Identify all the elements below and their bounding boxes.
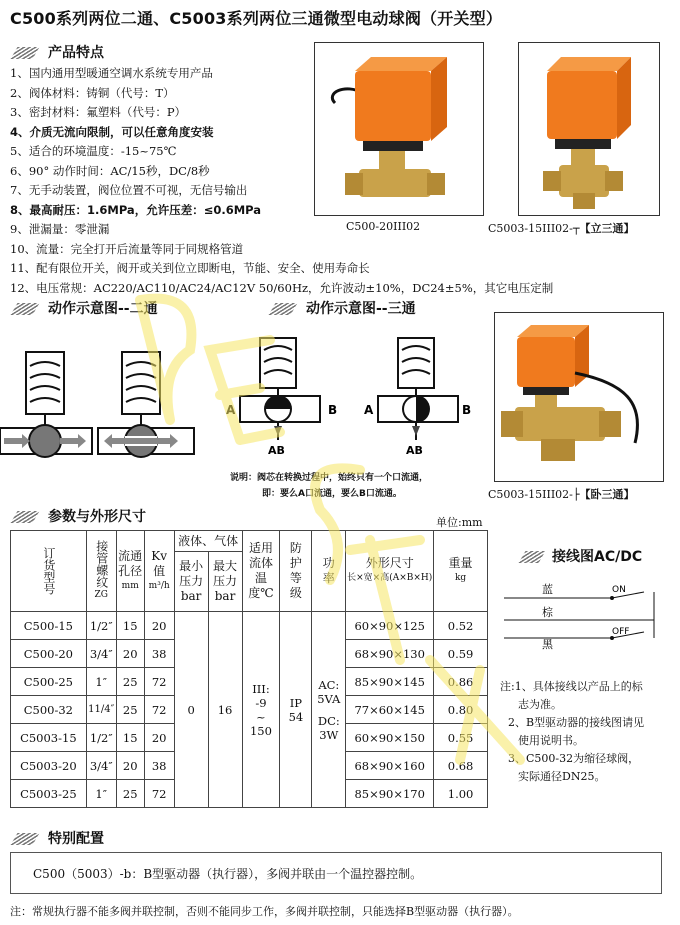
cell-model: C5003-25 (11, 780, 87, 808)
cell-thread: 3/4″ (86, 752, 116, 780)
feature-item: 8、最高耐压：1.6MPa，允许压差：≤0.6MPa (10, 202, 262, 217)
cell-dim: 85×90×145 (346, 668, 434, 696)
note-line: 使用说明书。 (518, 734, 584, 747)
note-line: 2、B型驱动器的接线图请见 (508, 716, 645, 729)
col-header-thread: 接管螺纹 ZG (86, 531, 116, 612)
feature-item: 2、阀体材料：铸铜（代号：T） (10, 85, 175, 100)
cell-weight: 0.52 (434, 612, 488, 640)
feature-item: 11、配有限位开关，阀开或关到位立即断电，节能、安全、使用寿命长 (10, 261, 370, 275)
section-special-heading: 特别配置 (14, 828, 104, 846)
cell-model: C500-32 (11, 696, 87, 724)
note-line: 3、C500-32为缩径球阀， (508, 752, 640, 765)
col-header-dim: 外形尺寸 长×宽×高(A×B×H) (346, 531, 434, 612)
cell-kv: 20 (144, 612, 174, 640)
section-marker-icon (11, 511, 40, 523)
diagram-note-line1: 说明：阀芯在转换过程中，始终只有一个口流通， (230, 473, 429, 483)
caption-model: C5003-15III02- (488, 488, 573, 501)
parameter-table (10, 530, 488, 808)
cell-thread: 1″ (86, 780, 116, 808)
cell-max-pressure: 16 (208, 612, 242, 808)
ball-valve-image (315, 43, 483, 215)
cell-dim: 68×90×130 (346, 640, 434, 668)
diagram-note-line2: 即：要么A口流通，要么B口流通。 (262, 489, 402, 499)
feature-item: 7、无手动装置，阀位位置不可视，无信号输出 (10, 183, 248, 197)
section-marker-icon (519, 551, 546, 563)
switch-on-label: ON (612, 585, 626, 595)
section-params-heading: 参数与外形尺寸 (14, 506, 146, 524)
table-row (11, 612, 488, 640)
cell-model: C500-25 (11, 668, 87, 696)
note-line: 实际通径DN25。 (518, 770, 606, 783)
wiring-diagram (504, 580, 674, 650)
cell-thread: 1″ (86, 668, 116, 696)
unit-label: 单位:mm (436, 516, 483, 529)
col-header-bore: 流通孔径 mm (116, 531, 144, 612)
feature-item: 10、流量：完全打开后流量等同于同规格管道 (10, 241, 244, 256)
section-features-heading: 产品特点 (14, 42, 104, 60)
cell-weight: 0.80 (434, 696, 488, 724)
cell-kv: 72 (144, 780, 174, 808)
cell-bore: 25 (116, 696, 144, 724)
cell-power: AC: 5VA DC: 3W (312, 612, 346, 808)
cell-dim: 68×90×160 (346, 752, 434, 780)
page-title: C500系列两位二通、C5003系列两位三通微型电动球阀（开关型） (10, 9, 503, 28)
feature-item: 12、电压常规：AC220/AC110/AC24/AC12V 50/60Hz，允许波动±10%，DC24±5%，其它电压定制 (10, 280, 554, 295)
product-photo-c500 (314, 42, 484, 216)
photo-caption-c500: C500-20III02 (346, 220, 421, 233)
cell-bore: 20 (116, 640, 144, 668)
port-ab-label: AB (406, 444, 423, 457)
cell-weight: 1.00 (434, 780, 488, 808)
cell-dim: 85×90×170 (346, 780, 434, 808)
caption-model: C5003-15III02- (488, 222, 573, 235)
note-line: 注:1、具体接线以产品上的标 (500, 680, 643, 693)
col-header-weight: 重量 kg (434, 531, 488, 612)
feature-item: 3、密封材料：氟塑料（代号：P） (10, 105, 187, 119)
wire-brown-label: 棕 (542, 606, 553, 619)
col-header-power: 功率 (312, 531, 346, 612)
port-a-label: A (364, 403, 374, 417)
cell-thread: 11/4″ (86, 696, 116, 724)
cell-bore: 15 (116, 612, 144, 640)
photo-caption-c5003-vertical (488, 220, 635, 236)
caption-type: ┬【立三通】 (572, 222, 635, 235)
cell-min-pressure: 0 (174, 612, 208, 808)
cell-thread: 1/2″ (86, 612, 116, 640)
cell-thread: 3/4″ (86, 640, 116, 668)
port-ab-label: AB (268, 444, 285, 457)
photo-caption-c5003-horizontal (488, 486, 635, 502)
col-header-ip: 防护等级 (280, 531, 312, 612)
wire-blue-label: 蓝 (542, 583, 553, 596)
cell-thread: 1/2″ (86, 724, 116, 752)
section-marker-icon (11, 833, 40, 845)
feature-item: 4、介质无流向限制，可以任意角度安装 (10, 124, 214, 139)
cell-kv: 20 (144, 724, 174, 752)
note-line: 志为准。 (518, 698, 562, 711)
col-header-model: 订货型号 (11, 531, 87, 612)
cell-weight: 0.55 (434, 724, 488, 752)
cell-temp: III: -9 ~ 150 (242, 612, 280, 808)
section-marker-icon (269, 303, 298, 315)
port-a-label: A (226, 403, 236, 417)
product-photo-c5003-horizontal (494, 312, 664, 482)
cell-model: C500-20 (11, 640, 87, 668)
feature-item: 5、适合的环境温度：-15~75℃ (10, 144, 177, 158)
port-b-label: B (462, 403, 472, 417)
feature-item: 9、泄漏量：零泄漏 (10, 222, 110, 236)
section-wiring-heading: 接线图AC/DC (522, 546, 642, 566)
feature-item: 1、国内通用型暖通空调水系统专用产品 (10, 66, 213, 80)
cell-weight: 0.68 (434, 752, 488, 780)
col-header-temp: 适用流体温度℃ (242, 531, 280, 612)
cell-model: C5003-20 (11, 752, 87, 780)
col-header-max-pressure: 最大压力bar (208, 552, 242, 612)
wiring-notes (500, 678, 675, 786)
cell-weight: 0.86 (434, 668, 488, 696)
section-marker-icon (11, 303, 40, 315)
special-config-box (10, 852, 662, 894)
section-action-2way-heading: 动作示意图--二通 (14, 298, 158, 316)
section-action-3way-heading: 动作示意图--三通 (272, 298, 416, 316)
cell-kv: 38 (144, 640, 174, 668)
col-header-fluid: 液体、气体 (174, 531, 242, 552)
cell-kv: 72 (144, 696, 174, 724)
cell-bore: 15 (116, 724, 144, 752)
table-header-row (11, 531, 488, 552)
special-config-text: C500（5003）-b：B型驱动器（执行器），多阀并联由一个温控器控制。 (33, 867, 423, 881)
cell-model: C5003-15 (11, 724, 87, 752)
two-way-action-diagram (0, 320, 200, 470)
footer-note: 注：常规执行器不能多阀并联控制，否则不能同步工作，多阀并联控制，只能选择B型驱动器（执行器）。 (10, 905, 519, 918)
cell-model: C500-15 (11, 612, 87, 640)
col-header-kv: Kv值 m³/h (144, 531, 174, 612)
three-way-valve-image (519, 43, 659, 215)
switch-off-label: OFF (612, 627, 630, 637)
cell-weight: 0.59 (434, 640, 488, 668)
cell-bore: 25 (116, 780, 144, 808)
cell-kv: 72 (144, 668, 174, 696)
cell-dim: 77×60×145 (346, 696, 434, 724)
product-photo-c5003-vertical (518, 42, 660, 216)
cell-bore: 25 (116, 668, 144, 696)
cell-ip: IP54 (280, 612, 312, 808)
feature-item: 6、90° 动作时间：AC/15秒，DC/8秒 (10, 163, 210, 178)
col-header-min-pressure: 最小压力bar (174, 552, 208, 612)
horizontal-three-way-valve-image (495, 313, 663, 481)
port-b-label: B (328, 403, 338, 417)
cell-dim: 60×90×150 (346, 724, 434, 752)
cell-dim: 60×90×125 (346, 612, 434, 640)
cell-kv: 38 (144, 752, 174, 780)
section-marker-icon (11, 47, 40, 59)
cell-bore: 20 (116, 752, 144, 780)
three-way-action-diagram (222, 330, 482, 470)
caption-type: ├【卧三通】 (572, 488, 635, 501)
wire-black-label: 黑 (542, 638, 553, 650)
